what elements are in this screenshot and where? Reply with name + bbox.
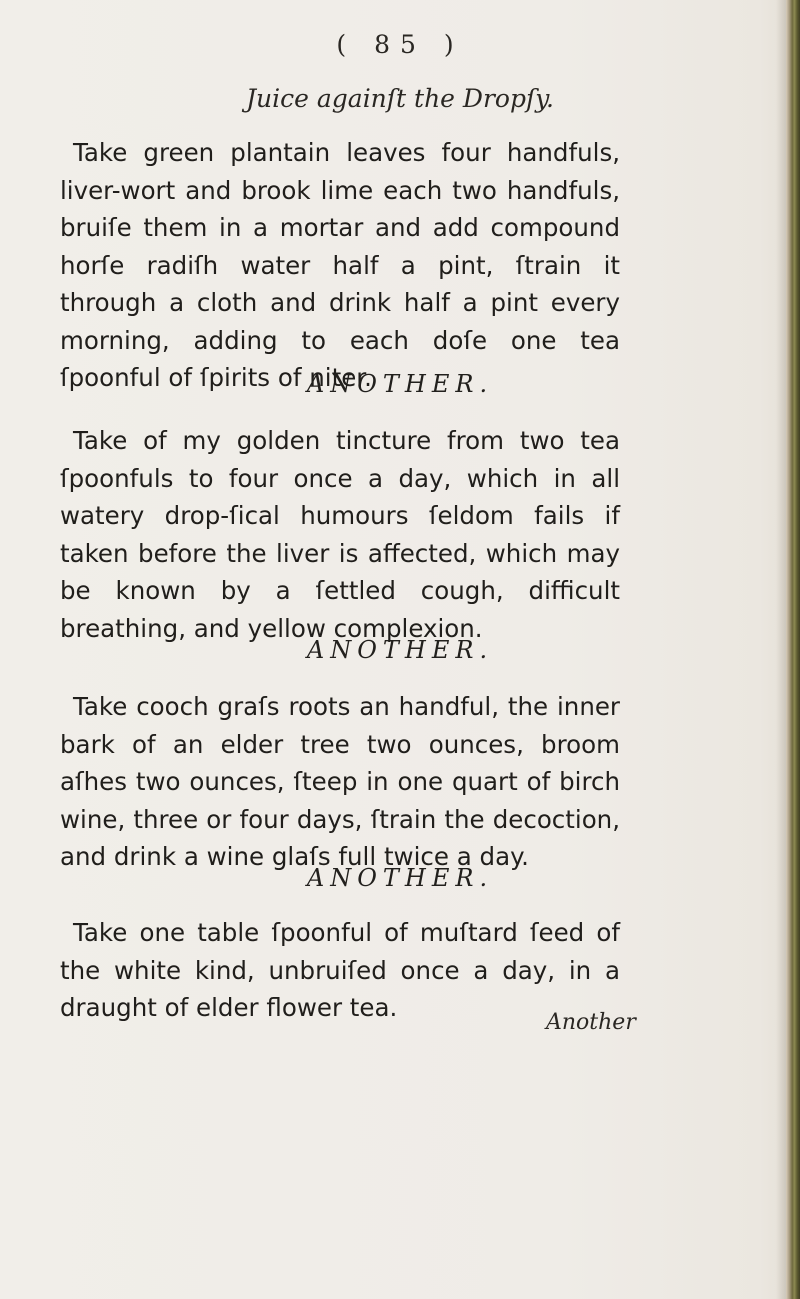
recipe-paragraph-4: Take one table ſpoonful of muſtard ſeed of the white kind, unbruiſed once a day, in a draught of elder flower tea. xyxy=(60,918,620,1022)
recipe-paragraph-3: Take cooch graſs roots an handful, the inner bark of an elder tree two ounces, broom aſhes two ounces, ſteep in one quart of birch wine, three or four days, ſtrain the decoction, and drink a wine glaſs full twice a day. xyxy=(60,692,620,871)
recipe-paragraph-1: Take green plantain leaves four handfuls, liver-wort and brook lime each two handfuls, bruiſe them in a mortar and add compound horſe radiſh water half a pint, ſtrain it through a cloth and drink half a pint every morning, adding to each doſe one tea ſpoonful of ſpirits of niter. xyxy=(60,138,620,392)
page-number: ( 85 ) xyxy=(336,30,464,59)
section-heading-another-2: ANOTHER. xyxy=(306,636,494,664)
section-heading-another-3: ANOTHER. xyxy=(306,864,494,892)
recipe-title: Juice againſt the Dropſy. xyxy=(246,84,554,113)
section-heading-another-1: ANOTHER. xyxy=(306,370,494,398)
recipe-paragraph-2: Take of my golden tincture from two tea ſpoonfuls to four once a day, which in all watery drop-ſical humours ſeldom fails if taken before the liver is affected, which may be known by a ſettled cough, difficult breathing, and yellow complexion. xyxy=(60,426,620,643)
catchword: Another xyxy=(546,1010,636,1035)
